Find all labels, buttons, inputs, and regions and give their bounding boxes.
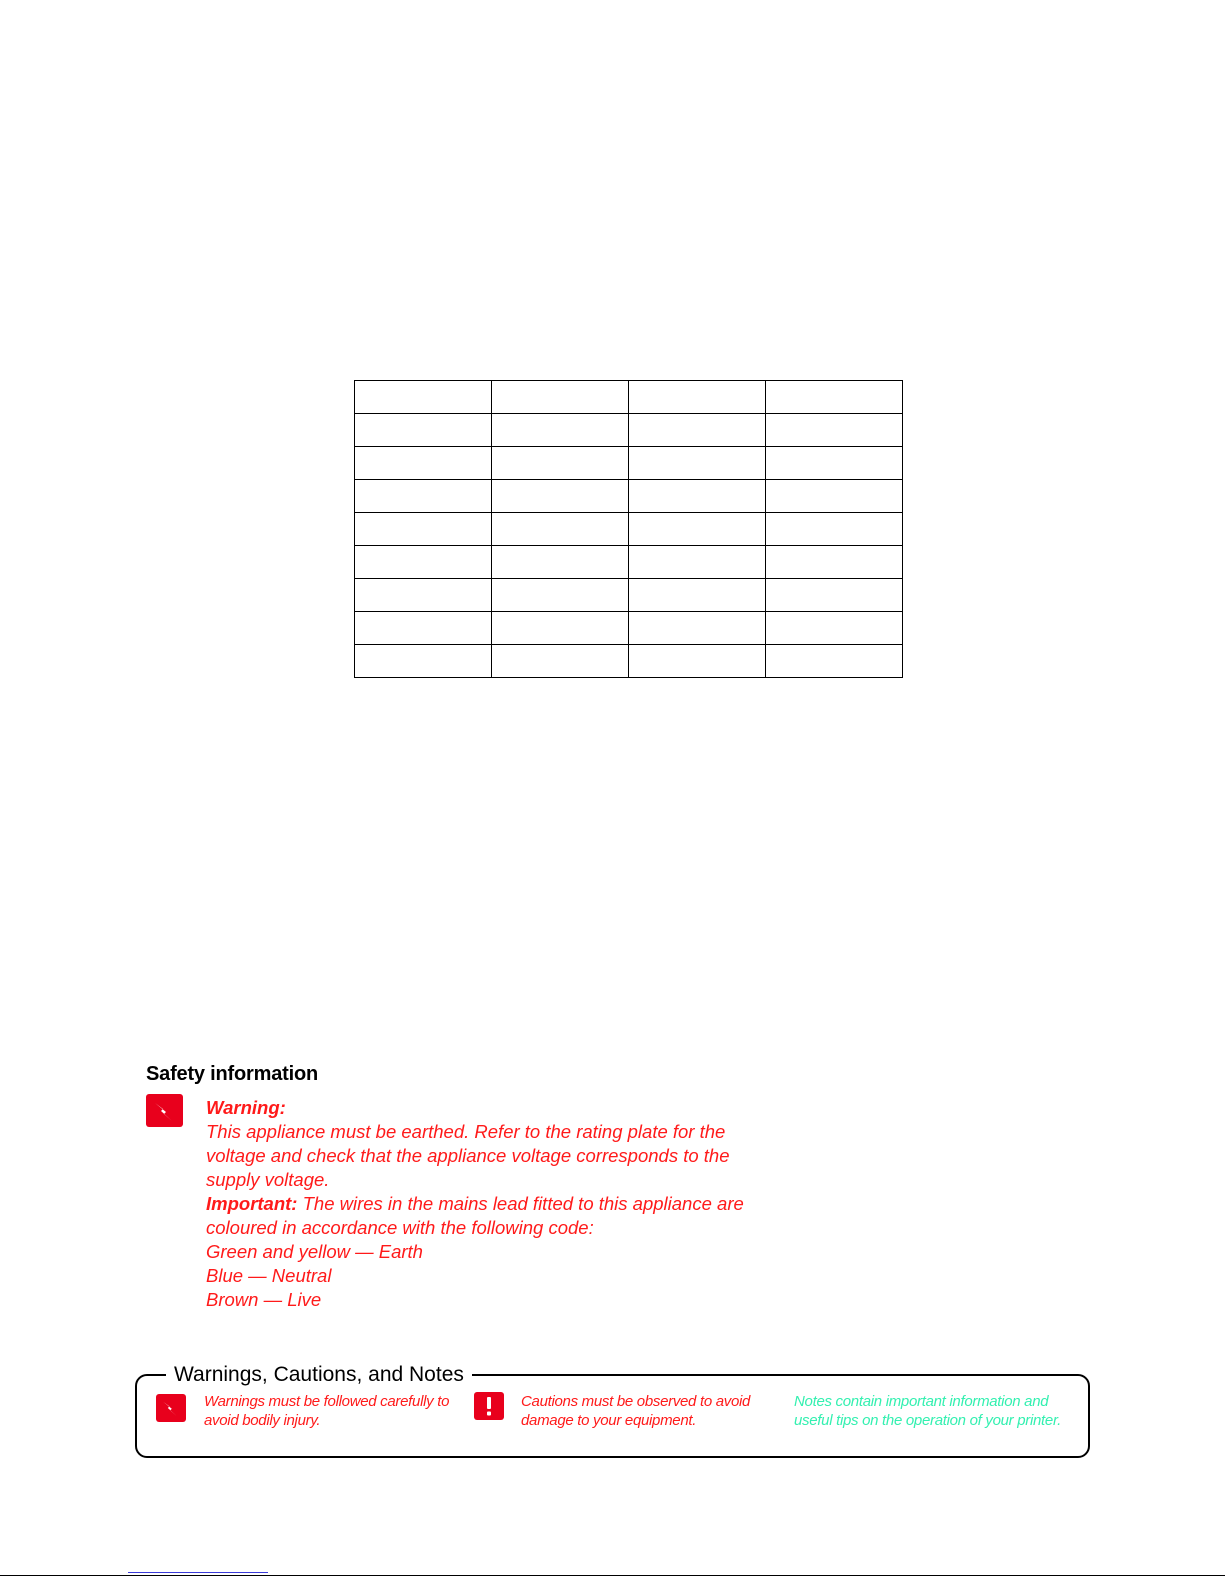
table-cell	[492, 447, 629, 480]
exclamation-icon	[474, 1392, 504, 1420]
table-cell	[355, 579, 492, 612]
table-row	[355, 414, 903, 447]
table-cell	[766, 414, 903, 447]
table-cell	[766, 447, 903, 480]
table-row	[355, 579, 903, 612]
table-cell	[355, 645, 492, 678]
table-row	[355, 612, 903, 645]
wire-code-earth: Green and yellow — Earth	[206, 1241, 423, 1262]
table-cell	[492, 480, 629, 513]
table-cell	[355, 612, 492, 645]
table-cell	[492, 513, 629, 546]
table-row	[355, 381, 903, 414]
table-row	[355, 546, 903, 579]
important-label: Important:	[206, 1193, 298, 1214]
lightning-bolt-icon	[146, 1094, 183, 1127]
safety-line-3: supply voltage.	[206, 1169, 330, 1190]
legend-title: Warnings, Cautions, and Notes	[166, 1362, 472, 1388]
safety-title: Safety information	[146, 1063, 318, 1085]
table-cell	[629, 480, 766, 513]
table-cell	[355, 447, 492, 480]
lightning-bolt-icon	[156, 1394, 186, 1422]
safety-warning-text	[206, 1096, 826, 1312]
table-cell	[492, 579, 629, 612]
table-cell	[355, 381, 492, 414]
table-cell	[629, 414, 766, 447]
table-cell	[629, 546, 766, 579]
legend-warnings-text: Warnings must be followed carefully to avoid bodily injury.	[204, 1393, 450, 1429]
table-row	[355, 480, 903, 513]
safety-line-1: This appliance must be earthed. Refer to the rating plate for the	[206, 1121, 726, 1142]
table-cell	[766, 612, 903, 645]
footer-rule	[0, 1575, 1225, 1576]
safety-line-5: coloured in accordance with the following code:	[206, 1217, 594, 1238]
table-cell	[492, 645, 629, 678]
table-row	[355, 447, 903, 480]
table-cell	[766, 546, 903, 579]
table-cell	[629, 513, 766, 546]
table-body	[355, 381, 903, 678]
table-cell	[766, 480, 903, 513]
legend-notes-text: Notes contain important information and useful tips on the operation of your printer.	[794, 1393, 1061, 1429]
table-cell	[629, 381, 766, 414]
table-cell	[355, 480, 492, 513]
table-cell	[355, 513, 492, 546]
table-cell	[629, 579, 766, 612]
table-cell	[629, 447, 766, 480]
legend-cautions-text: Cautions must be observed to avoid damage to your equipment.	[521, 1393, 751, 1429]
important-text: The wires in the mains lead fitted to this appliance are	[297, 1193, 744, 1214]
footer-link-underline	[128, 1572, 268, 1573]
table-cell	[492, 381, 629, 414]
warning-label: Warning:	[206, 1097, 286, 1118]
table-cell	[766, 579, 903, 612]
table-cell	[766, 381, 903, 414]
table-cell	[492, 546, 629, 579]
table-row	[355, 513, 903, 546]
table-cell	[629, 645, 766, 678]
table-cell	[355, 414, 492, 447]
empty-grid-table	[354, 380, 903, 678]
table-cell	[629, 612, 766, 645]
wire-code-live: Brown — Live	[206, 1289, 322, 1310]
table-cell	[492, 414, 629, 447]
table-cell	[766, 645, 903, 678]
table-cell	[355, 546, 492, 579]
safety-line-2: voltage and check that the appliance voltage corresponds to the	[206, 1145, 730, 1166]
wire-code-neutral: Blue — Neutral	[206, 1265, 332, 1286]
table-row	[355, 645, 903, 678]
table-cell	[492, 612, 629, 645]
table-cell	[766, 513, 903, 546]
